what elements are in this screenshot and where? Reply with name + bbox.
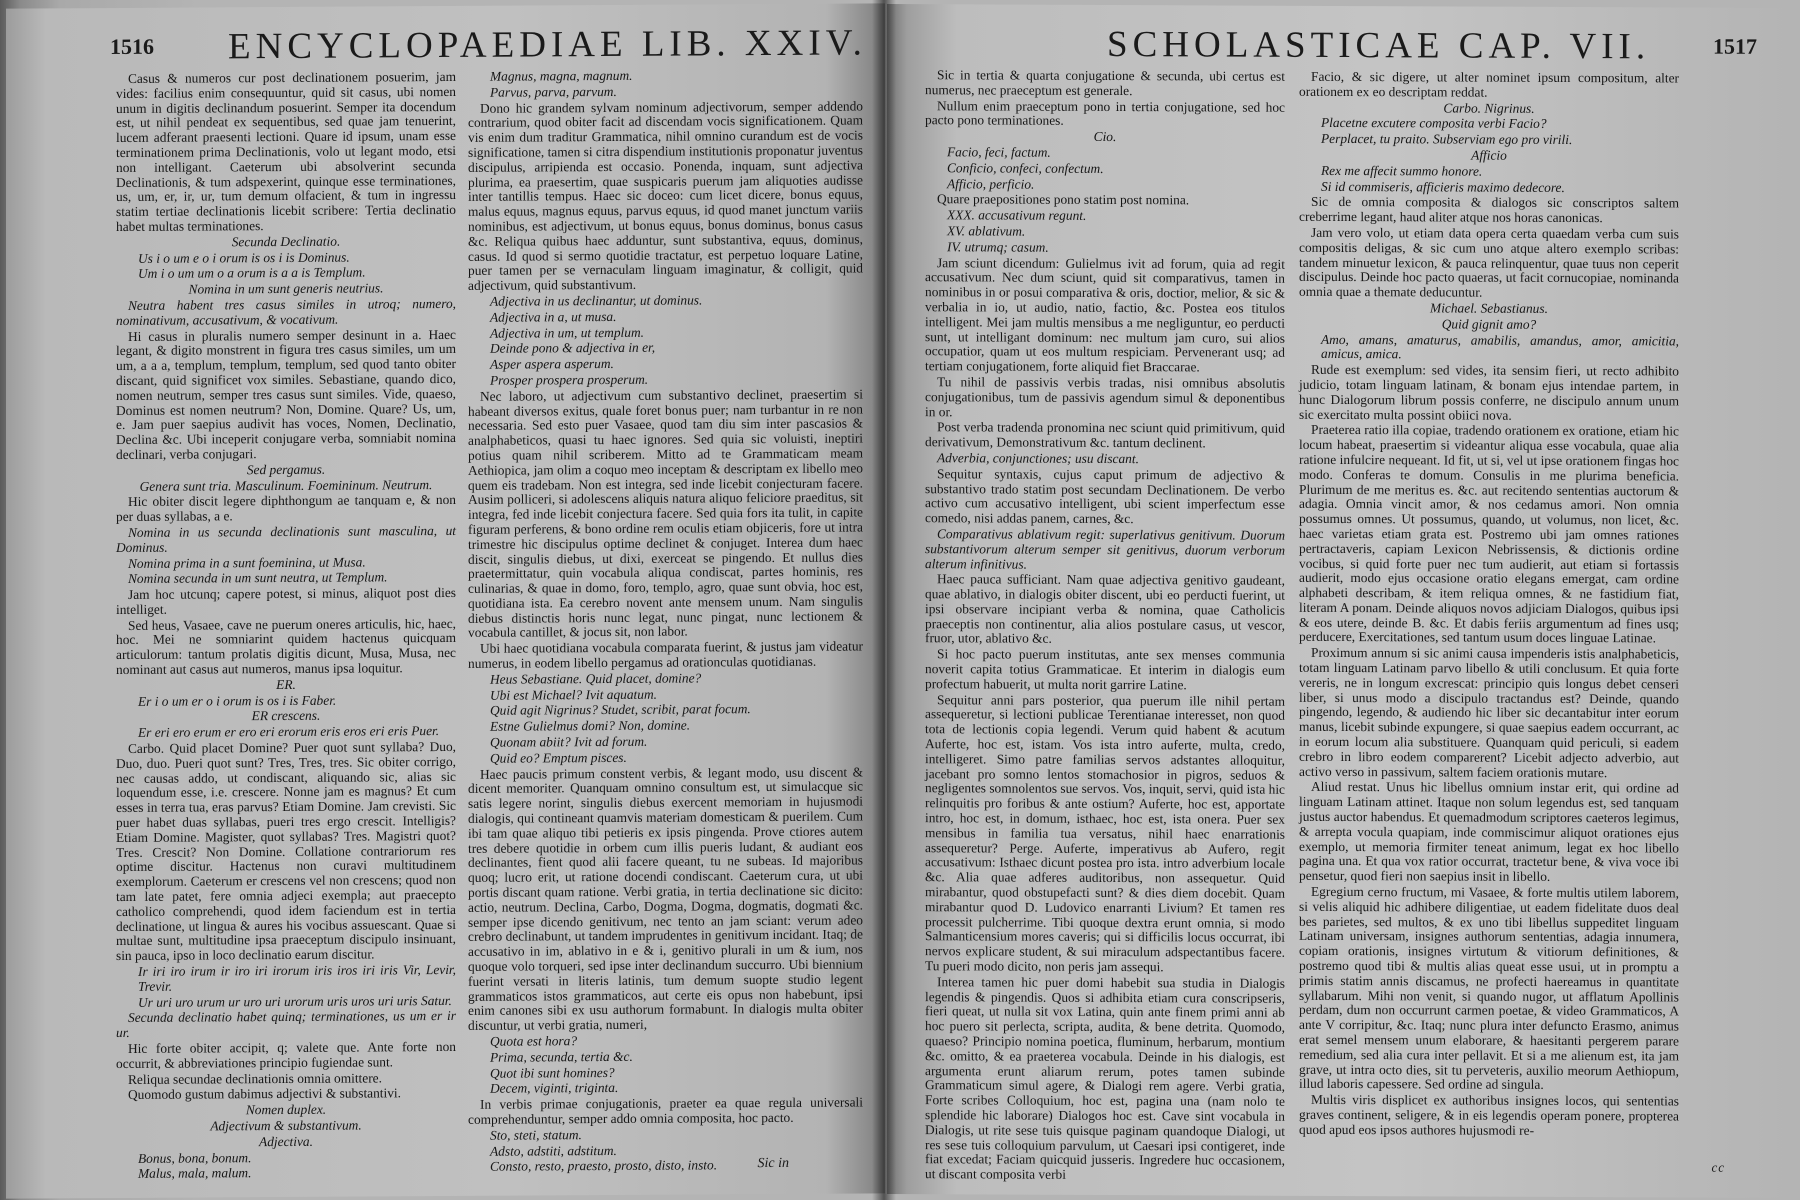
text-paragraph: Haec paucis primum constent verbis, & legant modo, usu discent & dicent memoriter. Quanquam omnino consultum est, ut simulacque sic satis legere norint, singulis diebus exercent memoriam in hujusmodi dialogis, qui contineant quamvis materiam domesticam & puerilem. Cum ibi tam quae aliquo tibi petieris ex ipsis pingenda. Prove ctiores autem tres debere quotidie in orbem cum illis pueris ludant, & audiant eos declinantes, fient quod alii facere queant, tu ne subeas. Id majoribus quoq; lucro erit, ut ratione docendi condiscant. Caeterum cura, ut ubi portis discant quam ratione. Verbi gratia, in tertia declinatione sic dicito: actio, neutrum. Declina, Carbo, Dogma, Dogma, dogmatis, dogmati &c. semper ipse dicendo genitivum, nec tento an jam sciant: verum adeo crebro declinabunt, ut tandem imprudentes in genitivum incidant. Itaq; de accusativo in im, ablativo in e & i, genitivo plurali in um & ium, nos quoque volo torqueri, sed ipse inter declinandum succurro. Ubi biennium fuerint versati in literis latinis, tum demum suopte studio legent grammaticos istos grammaticos, aut certe eis opus non habebunt, ipsi enim canones sibi ex usu authorum formabunt. In dialogis multa obiter discuntur, ut verbi gratia, numeri,	[468, 764, 863, 1034]
text-paragraph: Dono hic grandem sylvam nominum adjectivorum, semper addendo contrarium, quod obiter facit ad discendam vocis significationem. Quam vis enim dum traditur Grammatica, nihil omnino curandum est de vocis significatione, tamen si citra dispendium institutionis proponatur juventus discipulus, arripienda est occasio. Ponenda, inquam, sunt adjectiva plurima, ea praesertim, quae suspicaris puerum jam aliquoties audisse inter tantillis tempus. Haec sic doceo: cum licet dicere, bonus equus, malus equus, magnus equus, parvus equus, id quod manet junctum variis nominibus, est adjectivum, ut bonus equus, bonus dominus, bonus casus &c. Reliqua quibus haec adduntur, sunt substantiva, equus, dominus, casus. Id quod si sermo quotidie tractatur, est perpetuo loquare Latine, puer tamen per se vernaculam linguam imaginatur, & colligit, quid adjectivum, quid substantivum.	[468, 98, 863, 294]
text-paragraph: Sequitur syntaxis, cujus caput primum de adjectivo & substantivo trado statim post secundam Declinationem. De verbo activo cum accusativo intelligent, ubi scient imperfectum esse comedo, nisi addas panem, carnes, &c.	[925, 465, 1285, 527]
text-paragraph: Sto, steti, statum.	[490, 1126, 582, 1143]
text-paragraph: Secunda Declinatio.	[231, 233, 341, 250]
text-paragraph: Neutra habent tres casus similes in utroq; numero, nominativum, accusativum, & vocativum.	[116, 295, 456, 328]
text-paragraph: Afficio, perficio.	[947, 175, 1035, 192]
text-paragraph: Quomodo gustum dabimus adjectivi & substantivi.	[128, 1085, 402, 1103]
text-paragraph: Nomen duplex.	[245, 1101, 327, 1118]
text-paragraph: Decem, viginti, triginta.	[490, 1080, 619, 1097]
text-paragraph: Er eri ero erum er ero eri erorum eris eros eri eris Puer.	[138, 723, 440, 741]
text-paragraph: In verbis primae conjugationis, praeter ea quae regula universali comprehenduntur, semper addo omnia composita, hoc pacto.	[468, 1094, 863, 1127]
text-paragraph: Quid agit Nigrinus? Studet, scribit, parat focum.	[490, 701, 751, 719]
text-paragraph: Quot ibi sunt homines?	[490, 1064, 615, 1081]
text-paragraph: Sed heus, Vasaee, cave ne puerum oneres articulis, hic, haec, hoc. Mei ne somniarint quidem hactenus quicquam articulorum: tantum prolatis digitis dicunt, Musa, Musa, nec nominant aut casus aut numeros, manus ipsa loquitur.	[116, 615, 456, 678]
text-paragraph: Amo, amans, amaturus, amabilis, amandus, amor, amicitia, amicus, amica.	[1321, 331, 1679, 362]
text-paragraph: Nomina in um sunt generis neutrius.	[188, 280, 384, 297]
text-paragraph: Bonus, bona, bonum.	[138, 1149, 252, 1166]
text-paragraph: XXX. accusativum regunt.	[947, 207, 1087, 224]
text-paragraph: Carbo. Nigrinus.	[1443, 100, 1535, 116]
text-paragraph: Adjectiva in us declinantur, ut dominus.	[490, 292, 703, 309]
text-paragraph: Ubi haec quotidiana vocabula comparata fuerint, & justus jam videatur numerus, in eodem libello pergamus ad orationculas quotidianas.	[468, 638, 863, 671]
text-paragraph: Quid gignit amo?	[1441, 316, 1537, 332]
text-paragraph: Hi casus in pluralis numero semper desinunt in a. Haec legant, & digito monstrent in figura tres casus similes, um um um, a a a, templum, templum, templum, sed quod tanto obiter discant, quid significet vox similes. Sebastiane, quando dico, nomen neutrum, semper tres casus sunt similes. Vide, quaeso, Dominus est nomen neutrum? Non, Domine. Quare? Us, um, e. Jam puer saepius audivit has voces, Nomen, Declinatio, Declina &c. Ubi inceperit conjugare verba, somniabit nomina declinari, verba conjugari.	[116, 326, 456, 462]
text-paragraph: Nomina in us secunda declinationis sunt masculina, ut Dominus.	[116, 522, 456, 555]
text-paragraph: Comparativus ablativum regit: superlativus genitivum. Duorum substantivorum alterum semper sit genitivus, duorum verborum alterum infinitivus.	[925, 526, 1285, 572]
text-paragraph: Facio, & sic digere, ut alter nominet ipsum compositum, alter orationem ex eo descriptam reddat.	[1299, 68, 1679, 100]
text-paragraph: Interea tamen hic puer domi habebit sua studia in Dialogis legendis & pingendis. Quos si adhibita etiam cura conscripseris, fieri queat, ut nulla sit vox Latina, quin ante finem primi anni ab hoc puero sit perlecta, scripta, audita, & bene detrita. Quomodo, quaeso? Principio nomina poetica, fluminum, herbarum, montium &c. omitto, & ea praeterea vocabula. Deinde in his dialogis, est argumenta erunt aliarum rerum, potes tamen subinde Grammaticum simul agere, & Dialogi rem agere. Verbi gratia, Forte scribes Colloquium, hoc est, pagina una (nam nolo te splendide hic laborare) Dialogos hoc est. Cave sint vocabula in Dialogis, ut rite sese tuis quisque paginam quandoque Dialogi, ut res sese tuis colloquium parvulum, ut Caesari ipsi contigeret, inde fiat excedat; Faciam quicquid jusseris. Ingredere huc occasionem, ut discant composita verbi	[925, 974, 1285, 1182]
text-paragraph: Parvus, parva, parvum.	[490, 83, 617, 100]
text-paragraph: Genera sunt tria. Masculinum. Foemininum. Neutrum.	[139, 476, 433, 494]
text-paragraph: Rude est exemplum: sed vides, ita sensim fieri, ut recto adhibito judicio, totam linguam latinam, & bonam ejus intendae partem, in hunc Dialogorum librum possis conferre, ne discipulo annum unum sic exercitato multa possint obiici nova.	[1299, 362, 1679, 423]
text-paragraph: Tu nihil de passivis verbis tradas, nisi omnibus absolutis conjugationibus, tum de passivis agendum simul & deponentibus in or.	[925, 374, 1285, 419]
text-paragraph: Heus Sebastiane. Quid placet, domine?	[490, 670, 702, 687]
text-paragraph: Um i o um um o a orum is a a is Templum.	[138, 264, 366, 282]
running-head: ENCYCLOPAEDIAE LIB. XXIV.	[228, 22, 867, 68]
text-paragraph: Deinde pono & adjectiva in er,	[490, 340, 656, 357]
text-paragraph: Adsto, adstiti, adstitum.	[490, 1142, 617, 1159]
text-paragraph: Sequitur anni pars posterior, qua puerum ille nihil pertam assequeretur, si lectioni publicae Terentianae interesset, non quod tota de lectionis copia legendi. Verum quid habent & acutum Auferte, hoc est, istam. Vos ista intro auferte, multa, credo, intelligeret. Simo patre familias servos adstantes alloquitur, jacebant pro somno lentos stomachosior in pigros, seduos & negligentes somnolentos sue servos. Vos, inquit, servi, quid ista hic relinquitis pro foribus & ante ostium? Auferte, hoc est, apportate intro, hoc est, in domum, isthaec, hoc est, ista onera. Puer sex mensibus in familia tua versatus, nihil haec enarrationis assequeretur? Perge. Auferte, imperativus ab Aufero, regit accusativum: Isthaec dicunt postea pro ista. intro adverbium locale &c. Alia quae adferes auditoribus, non assequetur. Quid mirabantur, quod obstupefacti sunt? & dies diem docebit. Quam mirabantur quod D. Ludovico enarranti Livium? Et tamen res processit pulcherrime. Tibi quoque dextra erunt omnia, si modo Salmanticensium mores caveris; qui si difficilis locus occurrat, ibi nervos explicare student, & sui miraculum adspectantibus facere. Tu pueri modo dicito, non peris jam assequi.	[925, 691, 1285, 975]
text-paragraph: Sic de omnia composita & dialogos sic conscriptos saltem creberrime legant, haud aliter atque nos horas canonicas.	[1299, 194, 1679, 226]
text-paragraph: Nomina prima in a sunt foeminina, ut Musa.	[128, 553, 366, 571]
text-paragraph: Adverbia, conjunctiones; usu discant.	[937, 450, 1139, 467]
text-paragraph: Adjectiva in um, ut templum.	[490, 324, 644, 341]
text-paragraph: Reliqua secundae declinationis omnia omittere.	[128, 1069, 382, 1087]
text-paragraph: Adjectiva.	[259, 1133, 313, 1149]
text-paragraph: Casus & numeros cur post declinationem posuerim, jam vides: facilius enim consequuntur, quid sit casus, ubi nomen unum in digitis declinandum posuerint. Semper ita docendum est, ut nihil pendeat ex sequentibus, sed quae jam tenuerint, lucem adferant praesenti lectioni. Quare id ipsum, unam esse terminationem prima Declinationis, volo ut legant modo, etsi non intelligant. Caeterum ubi absolverint secunda Declinationis, & tum adspexerint, quinque esse terminationes, us, um, er, ir, ur, tum demum olfacient, & tum in ingressu statim tertiae declinationis licebit scribere: Tertia declinatio habet multas terminationes.	[116, 68, 456, 234]
text-paragraph: ER.	[276, 676, 296, 692]
text-paragraph: Michael. Sebastianus.	[1430, 300, 1548, 316]
text-paragraph: Haec pauca sufficiant. Nam quae adjectiva genitivo gaudeant, quae ablativo, in dialogis obiter discent, ubi eo perducti fuerint, ut ipsi observare incipiant verba & nomina, quae Catholicis praeceptis non continentur, alia alios postulare casus, ut vescor, fruor, utor, ablativo &c.	[925, 571, 1285, 647]
text-paragraph: Sic in tertia & quarta conjugatione & secunda, ubi certus est numerus, nec praeceptum est generale.	[925, 67, 1285, 98]
catchword: Sic in	[757, 1155, 789, 1172]
text-paragraph: Post verba tradenda pronomina nec sciunt quid primitivum, quid derivativum, Demonstrativum &c. tantum declinent.	[925, 419, 1285, 451]
page-number: 1517	[1713, 33, 1757, 59]
text-paragraph: Jam hoc utcunq; capere potest, si minus, aliquot post dies intelliget.	[116, 585, 456, 617]
text-paragraph: IV. utrumq; casum.	[947, 239, 1049, 255]
text-paragraph: ER crescens.	[251, 708, 321, 724]
text-paragraph: XV. ablativum.	[947, 223, 1026, 239]
text-column-right	[468, 67, 863, 1176]
text-paragraph: Placetne excutere composita verbi Facio?	[1321, 115, 1547, 132]
text-paragraph: Facio, feci, factum.	[947, 144, 1051, 160]
text-paragraph: Adjectiva in a, ut musa.	[490, 308, 617, 325]
text-paragraph: Prosper prospera prosperum.	[490, 371, 649, 388]
text-paragraph: Sed pergamus.	[246, 461, 326, 477]
text-paragraph: Estne Gulielmus domi? Non, domine.	[490, 717, 691, 734]
text-paragraph: Adjectivum & substantivum.	[210, 1117, 362, 1134]
text-column-right	[1299, 70, 1679, 1140]
text-paragraph: Si id commiseris, afficieris maximo dedecore.	[1321, 178, 1565, 195]
text-paragraph: Hic forte obiter accipit, q; valete que. Ante forte non occurrit, & abbreviationes principio fugiendae sunt.	[116, 1038, 456, 1071]
text-paragraph: Malus, mala, malum.	[138, 1165, 252, 1182]
text-column-left	[925, 68, 1285, 1185]
text-paragraph: Quota est hora?	[490, 1033, 578, 1049]
text-paragraph: Rex me affecit summo honore.	[1321, 162, 1483, 179]
running-head: SCHOLASTICAE CAP. VII.	[1107, 23, 1651, 68]
text-paragraph: Proximum annum si sic animi causa impenderis istis analphabeticis, totam linguam Latinam parvo libello & utili conclusum. Et quia forte vereris, ne in longum excrescat: principio quis longus debet censeri liber, si unus modo a discipulo tractandus est? Deinde, quando pingendo, legendo, & audiendo hic liber sic decantabitur inter eorum manus, licebit subinde expungere, si quae saepius eadem occurrant, ac in eorum locum alia substituere. Quanquam quid periculi, si eadem crebro in libro eodem comparerent? Licebit adjecto adverbio, aut activo verso in passivum, saltem faciem orationis mutare.	[1299, 645, 1679, 780]
text-column-left	[116, 70, 456, 1183]
text-paragraph: Us i o um e o i orum is os i is Dominus.	[138, 249, 350, 266]
text-paragraph: Conficio, confeci, confectum.	[947, 160, 1104, 176]
text-paragraph: Ur uri uro urum ur uro uri urorum uris uros uri uris Satur.	[138, 992, 452, 1010]
signature-mark: cc	[1711, 1159, 1725, 1175]
text-paragraph: Nullum enim praeceptum pono in tertia conjugatione, sed hoc pacto pono terminationes.	[925, 97, 1285, 129]
text-paragraph: Asper aspera asperum.	[490, 356, 614, 372]
text-paragraph: Consto, resto, praesto, prosto, disto, insto.	[490, 1157, 718, 1175]
right-page	[887, 4, 1795, 1198]
text-paragraph: Quonam abiit? Ivit ad forum.	[490, 733, 648, 750]
text-paragraph: Secunda declinatio habet quinq; terminationes, us um er ir ur.	[116, 1008, 456, 1041]
text-paragraph: Jam vero volo, ut etiam data opera certa quaedam verba cum suis compositis deligas, & sic cum uno atque altero exemplo scribas: tandem minuetur lexicon, & pauca relinquentur, quae tuus non ceperit discipulus. Deinde hoc pacto quaeras, ut facit cornucopiae, nominanda omnia quae a themate deducuntur.	[1299, 224, 1679, 300]
right-page-header	[887, 22, 1795, 66]
text-paragraph: Si hoc pacto puerum institutas, ante sex menses communia noverit capita totius Grammaticae. Et interim in dialogis eum profectum habuerit, ut multa norit garrire Latine.	[925, 646, 1285, 693]
text-paragraph: Hic obiter discit legere diphthongum ae tanquam e, & non per duas syllabas, a e.	[116, 492, 456, 525]
text-paragraph: Praeterea ratio illa copiae, tradendo orationem ex oratione, etiam hic locum habeat, praesertim si videantur aliqua esse vocabula, quae alia ratione infulcire nequeant. Id fit, ut si, vel ut ipse orationem fingas hoc modo. Conferas te domum. Consulis in me plurima beneficia. Plurimum de me meritus es. &c. aut recitendo sententias auctorum & adagia. Omnia vincit amor, & nos cedamus amori. Non omnia possumus omnes. Ut possumus, quando, ut volumus, non licet, &c. haec varietas etiam grata est. Postremo ubi jam omnes rationes pertractaveris, capiam Lexicon Nebrissensis, & dictionis ordine vocibus, si quid forte puer nec tum audierit, aut etiam si fortassis audierit, modo ejus occasione oratio elegans emergat, cam ordine alphabeti describam, & item reliqua omnes, & ne fastidium fiat, literam A ponam. Deinde aliquos novos adjiciam Dialogos, quibus ipsi & eos utere, deinde B. &c. Et dabis feriis argumentum ad fines usq; perducere, Exercitationes, sed tantum usum doces linguae Latinae.	[1299, 422, 1679, 646]
text-paragraph: Quare praepositiones pono statim post nomina.	[937, 191, 1190, 208]
text-paragraph: Cio.	[1093, 129, 1117, 145]
text-paragraph: Nomina secunda in um sunt neutra, ut Templum.	[128, 569, 388, 587]
text-paragraph: Er i o um er o i orum is os i is Faber.	[138, 692, 337, 709]
left-page	[6, 3, 885, 1198]
left-page-header	[6, 21, 885, 66]
text-paragraph: Nec laboro, ut adjectivum cum substantivo declinet, praesertim si habeant diversos exitus, quale foret bonus puer; nam turbantur in re non necessaria. Sed esto puer Vasaee, quod tam diu sim inter pascasios & analphabeticos, quasi tu haec ignores. Sed quia sic voluisti, ineptiri potius quam nihil scriberem. Mitto ad te Grammaticam meam Aethiopica, jam olim a coquo meo inceptam & descriptam ex libello meo quem eis tradebam. Non est integra, sed inde licebit conjecturam facere. Ausim polliceri, si adolescens aliquis natura aliquo feliciore praeditus, sit integra, fed inde licebit conjectura facere. Sed quia fors ita tulit, in capite figuram perferens, & bono ordine rem oculis etiam objiceris, fore ut intra trimestre hic discipulus optime declinet & conjuget. Interea dum haec discit, singulis diebus, ut dixi, exerceat se pingendo. Et nullus dies praetermittatur, quin vocabula aliqua condiscat, partes hominis, res culinarias, & quae in domo, foro, templo, agro, quae sunt obvia, hoc est, quotidiana ista. Ea cerebro novent ante mensem unum. Nam singulis diebus distinctis horis nunc legat, nunc pingat, nunc lectionem & vocabula cantillet, & jocus sit, non labor.	[468, 386, 863, 641]
text-paragraph: Ubi est Michael? Ivit aquatum.	[490, 686, 657, 703]
text-paragraph: Prima, secunda, tertia &c.	[490, 1048, 633, 1065]
text-paragraph: Egregium cerno fructum, mi Vasaee, & forte multis utilem laborem, si velis aliquid hic adhibere diligentiae, ut eadem fidelitate duos deal bes parietes, sed multos, & ex uno tibi libellus suppeditet linguam Latinam universam, insignes authorum sententias, adagia innumera, copiam orationis, insignes virtutum & vitiorum definitiones, & postremo quod tibi & multis alias queat esse usui, ut in promptu a primis statim annis discamus, ne profecti haereamus in quantitate syllabarum. Mihi non venit, si quando nugor, ut afflatum Apollinis perdam, dum non occurrunt carmen poetae, & video Grammaticos, A ante V corripitur, &c. Itaq; nunc plura inter defuncto Erasmo, animus erat semel mensem unum elaborare, & haesitanti pergerem parare remedium, sed alia cura inter pellavit. Et si a me alienum est, ita jam grave, ut intra octo dies, sit tu perveteris, auxilio meorum Aethiopum, illud laboris capessere. Sed ordine ad singula.	[1299, 883, 1679, 1093]
text-paragraph: Ir iri iro irum ir iro iri irorum iris iros iri iris Vir, Levir, Trevir.	[138, 961, 456, 994]
text-paragraph: Magnus, magna, magnum.	[490, 67, 633, 84]
text-paragraph: Quid eo? Emptum pisces.	[490, 749, 627, 766]
text-paragraph: Perplacet, tu praito. Subserviam ego pro virili.	[1321, 131, 1573, 148]
page-number: 1516	[110, 33, 154, 60]
text-paragraph: Afficio	[1471, 147, 1507, 163]
text-paragraph: Multis viris displicet ex authoribus insignes locos, qui sententias graves continent, seligere, & in eis legendis operam ponere, propterea quod apud eos ipsos authores hujusmodi re-	[1299, 1092, 1679, 1138]
text-paragraph: Aliud restat. Unus hic libellus omnium instar erit, qui ordine ad linguam Latinam attinet. Itaque non solum legendus est, sed tanquam justus auctor habendus. Et quemadmodum scriptores caeteros legimus, & arrepta vocula quapiam, inde commiscimur aliquot orationes ejus exemplo, ut memoria firmiter teneat animum, legat ex hoc libello pagina una. Et qua vox ratior occurrat, tractetur bene, & viva voce ibi pensetur, quod fieri non saepius insit in libello.	[1299, 779, 1679, 885]
text-paragraph: Jam sciunt dicendum: Gulielmus ivit ad forum, quia ad regit accusativum. Nec dum sciunt, quid sit comparativus, tamen in nominibus in or posui comparativa & oris, doctior, melior, & sic & verbalia in io, ut audio, natio, factio, &c. Postea eos titulos intelligent. Mei jam multis mensibus a me negliguntur, eo perducti sunt, ut intelligant dominum: nec multum jam curo, sui alios occupatior, quam ut eos multum respiciam. Pervenerant usq; ad tertiam conjugationem, forte aliquid fiet Braccarae.	[925, 254, 1285, 375]
text-paragraph: Carbo. Quid placet Domine? Puer quot sunt syllaba? Duo, Duo, duo. Pueri quot sunt? Tres, Tres, tres. Sic obiter corrigo, nec causas addo, ut condiscant, aliquando sic, alias sic loquendum esse, i.e. crescere. Nonne jam es magnus? Et cum esses in terra tua, eras parvus? Etiam Domine. Jam crevisti. Sic puer habet duas syllabas, pueri tres ergo crescit. Intelligis? Etiam Domine. Magister, quot syllabas? Tres. Magistri quot? Tres. Crescit? Non Domine. Collatione contrariorum res optime discitur. Hactenus non curavi multitudinem exemplorum. Caeterum er crescens vel non crescens; quod non tam late patet, fere omnia adjeci exempla; aut praecepto catholico comprehendi, quod idem faciendum est in tertia declinatione, ut lingua & aures his vocibus assuescant. Quae si multae sunt, multitudine ipsa praeceptum discipulo insinuant, sin pauca, ipso in loco declinatio earum discitur.	[116, 738, 456, 964]
